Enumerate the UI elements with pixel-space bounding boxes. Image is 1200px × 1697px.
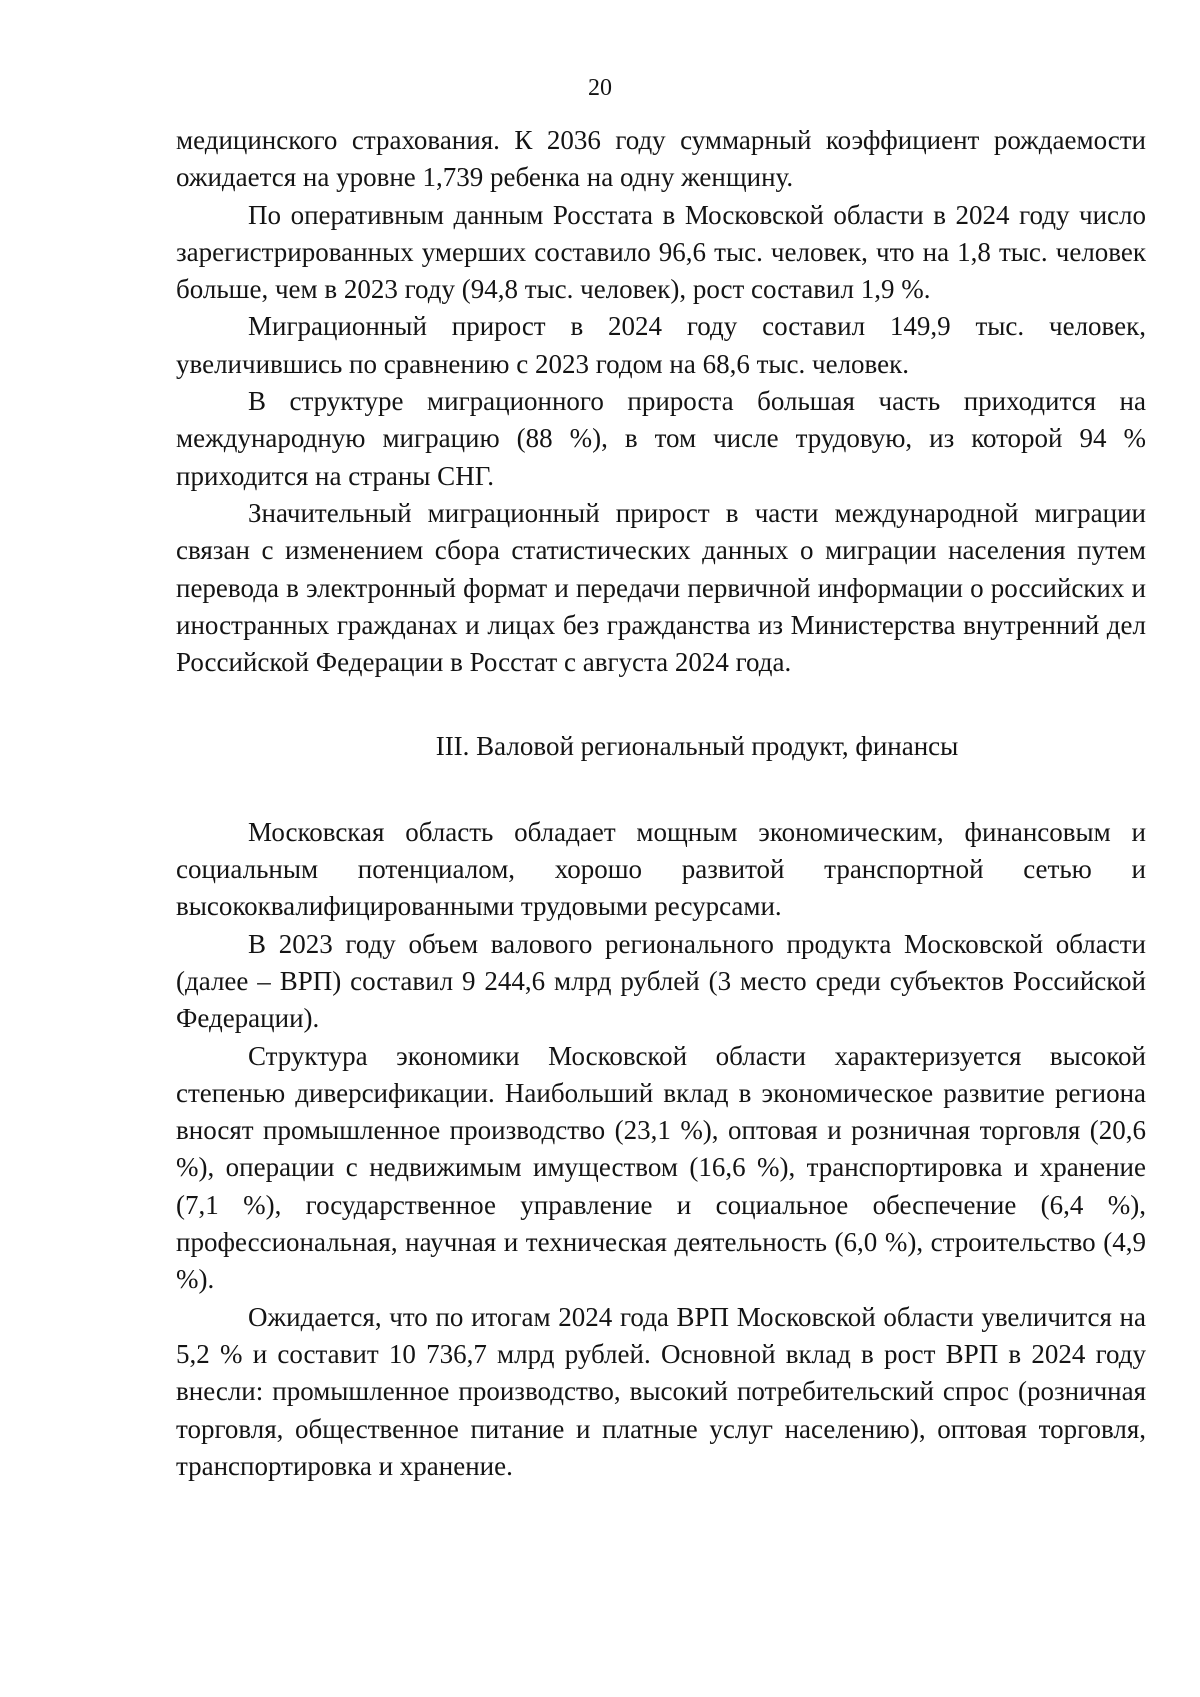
- document-body: [176, 122, 1146, 1485]
- paragraph-potential: Московская область обладает мощным экономическим, финансовым и социальным потенциалом, хорошо развитой транспортной сетью и высококвалифицированными трудовыми ресурсами.: [176, 816, 1146, 922]
- section-heading: III. Валовой региональный продукт, финансы: [435, 731, 959, 762]
- paragraph-migration-growth: Миграционный прирост в 2024 году составил 149,9 тыс. человек, увеличившись по сравнению с 2023 годом на 68,6 тыс. человек.: [176, 311, 1146, 379]
- page-number: 20: [588, 75, 612, 101]
- paragraph-migration-data-change: Значительный миграционный прирост в части международной миграции связан с изменением сбора статистических данных о миграции населения путем перевода в электронный формат и передачи первичной информации о российских и иностранных гражданах и лицах без гражданства из Министерства внутренний дел Российской Федерации в Росстат с августа 2024 года.: [176, 497, 1146, 678]
- paragraph-grp-2023: В 2023 году объем валового регионального продукта Московской области (далее – ВРП) составил 9 244,6 млрд рублей (3 место среди субъектов Российской Федерации).: [176, 928, 1146, 1034]
- paragraph-deaths: По оперативным данным Росстата в Московской области в 2024 году число зарегистрированных умерших составило 96,6 тыс. человек, что на 1,8 тыс. человек больше, чем в 2023 году (94,8 тыс. человек), рост составил 1,9 %.: [176, 199, 1146, 305]
- paragraph-grp-2024-forecast: Ожидается, что по итогам 2024 года ВРП Московской области увеличится на 5,2 % и составит 10 736,7 млрд рублей. Основной вклад в рост ВРП в 2024 году внесли: промышленное производство, высокий потребительский спрос (розничная торговля, общественное питание и платные услуг населению), оптовая торговля, транспортировка и хранение.: [176, 1301, 1146, 1481]
- paragraph-continuation: медицинского страхования. К 2036 году суммарный коэффициент рождаемости ожидается на уровне 1,739 ребенка на одну женщину.: [176, 125, 1146, 193]
- paragraph-migration-structure: В структуре миграционного прироста большая часть приходится на международную миграцию (88 %), в том числе трудовую, из которой 94 % приходится на страны СНГ.: [176, 386, 1146, 491]
- paragraph-economy-structure: Структура экономики Московской области характеризуется высокой степенью диверсификации. Наибольший вклад в экономическое развитие региона вносят промышленное производство (23,1 %), оптовая и розничная торговля (20,6 %), операции с недвижимым имуществом (16,6 %), транспортировка и хранение (7,1 %), государственное управление и социальное обеспечение (6,4 %), профессиональная, научная и техническая деятельность (6,0 %), строительство (4,9 %).: [176, 1040, 1146, 1295]
